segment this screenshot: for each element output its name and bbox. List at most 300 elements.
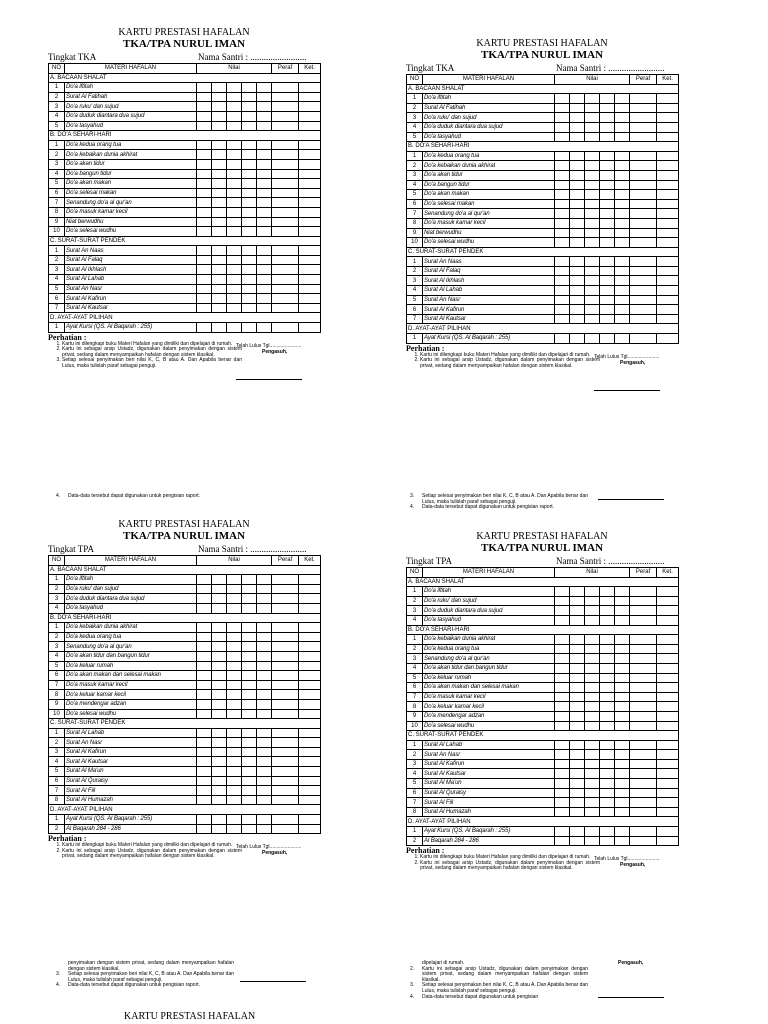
- header-materi: MATERI HAFALAN: [65, 64, 197, 74]
- table-row: [49, 747, 321, 757]
- signature-line: [236, 379, 302, 380]
- peraf-cell: [630, 266, 657, 276]
- row-number: 4: [407, 180, 423, 190]
- nilai-cell: [600, 94, 615, 104]
- nilai-cell: [242, 603, 257, 613]
- nilai-cell: [570, 334, 585, 344]
- nilai-cell: [615, 711, 630, 721]
- note-item: 3. Setiap selesai penyimakan beri nilai K, C, B atau A. Dan Apabila benar dan Lulus, maka tulislah paraf sebagai penguji.: [410, 493, 588, 505]
- nilai-cell: [615, 276, 630, 286]
- table-row: [407, 711, 679, 721]
- nilai-cell: [257, 179, 272, 189]
- peraf-cell: [630, 113, 657, 123]
- row-number: 3: [407, 759, 423, 769]
- section-title: D. AYAT-AYAT PILIHAN: [49, 313, 321, 323]
- nilai-cell: [615, 759, 630, 769]
- nilai-cell: [600, 314, 615, 324]
- nilai-cell: [555, 740, 570, 750]
- nilai-cell: [257, 767, 272, 777]
- materi-cell: Senandung do'a al qur'an: [65, 198, 197, 208]
- table-row: [407, 827, 679, 837]
- nilai-cell: [615, 170, 630, 180]
- nilai-cell: [555, 228, 570, 238]
- row-number: 9: [49, 699, 65, 709]
- row-number: 7: [49, 198, 65, 208]
- nilai-cell: [570, 257, 585, 267]
- row-number: 7: [407, 314, 423, 324]
- nilai-cell: [570, 94, 585, 104]
- ket-cell: [657, 807, 679, 817]
- table-row: [49, 603, 321, 613]
- nilai-cell: [257, 642, 272, 652]
- note-item: 3. Setiap selesai penyimakan beri nilai K, C, B atau A. Dan Apabila benar dan Lulus, maka tulislah paraf sebagai penguji.: [62, 358, 242, 369]
- nilai-cell: [585, 170, 600, 180]
- nilai-cell: [600, 218, 615, 228]
- ket-cell: [299, 303, 321, 313]
- nilai-cell: [227, 188, 242, 198]
- nilai-cell: [227, 303, 242, 313]
- nilai-cell: [555, 276, 570, 286]
- row-number: 2: [407, 266, 423, 276]
- nilai-cell: [227, 699, 242, 709]
- nilai-cell: [227, 198, 242, 208]
- table-row: [49, 140, 321, 150]
- peraf-cell: [630, 170, 657, 180]
- materi-cell: Do'a keluar kamar kecil: [423, 702, 555, 712]
- nilai-cell: [585, 113, 600, 123]
- nilai-cell: [257, 188, 272, 198]
- nilai-cell: [615, 606, 630, 616]
- materi-cell: Do'a selesai makan: [423, 199, 555, 209]
- nilai-cell: [227, 323, 242, 333]
- row-number: 2: [49, 92, 65, 102]
- materi-cell: Surat Al Lahab: [65, 728, 197, 738]
- nilai-cell: [197, 642, 212, 652]
- section-title: A. BACAAN SHALAT: [49, 73, 321, 83]
- nilai-cell: [242, 303, 257, 313]
- nilai-cell: [257, 294, 272, 304]
- row-number: 5: [49, 661, 65, 671]
- nilai-cell: [197, 661, 212, 671]
- peraf-cell: [272, 709, 299, 719]
- row-number: 3: [49, 265, 65, 275]
- peraf-cell: [272, 767, 299, 777]
- row-number: 8: [407, 702, 423, 712]
- nilai-cell: [242, 111, 257, 121]
- nilai-cell: [212, 246, 227, 256]
- nilai-cell: [212, 795, 227, 805]
- nilai-cell: [212, 651, 227, 661]
- materi-cell: Surat Al Fatihah: [423, 103, 555, 113]
- row-number: 8: [407, 807, 423, 817]
- nilai-cell: [600, 276, 615, 286]
- row-number: 5: [49, 284, 65, 294]
- hafalan-table: [48, 555, 321, 834]
- peraf-cell: [630, 654, 657, 664]
- row-number: 10: [407, 721, 423, 731]
- materi-cell: Surat Al Ikhlash: [423, 276, 555, 286]
- row-number: 1: [49, 815, 65, 825]
- nilai-cell: [585, 673, 600, 683]
- materi-cell: Surat An Nasr: [423, 295, 555, 305]
- peraf-cell: [272, 121, 299, 131]
- table-row: [49, 795, 321, 805]
- nilai-cell: [615, 94, 630, 104]
- materi-cell: Surat Al Falaq: [65, 255, 197, 265]
- table-row: [49, 767, 321, 777]
- nilai-cell: [227, 651, 242, 661]
- header-materi: MATERI HAFALAN: [423, 75, 555, 85]
- materi-cell: Surat Al Ma'un: [423, 779, 555, 789]
- materi-cell: Do'a akan makan dan selesai makan: [423, 683, 555, 693]
- nilai-cell: [212, 594, 227, 604]
- nilai-cell: [227, 680, 242, 690]
- nilai-cell: [585, 132, 600, 142]
- nilai-cell: [585, 295, 600, 305]
- nilai-cell: [257, 284, 272, 294]
- peraf-cell: [272, 776, 299, 786]
- table-header-row: [407, 568, 679, 578]
- row-number: 1: [407, 334, 423, 344]
- ket-cell: [299, 323, 321, 333]
- nilai-cell: [197, 584, 212, 594]
- ket-cell: [657, 721, 679, 731]
- peraf-cell: [272, 747, 299, 757]
- pengasuh-label: Pengasuh,: [262, 348, 288, 355]
- card-title: KARTU PRESTASI HAFALAN: [476, 531, 608, 542]
- nilai-cell: [242, 323, 257, 333]
- note-item: 2. Kartu ini sebagai arsip Ustadz, digunakan dalam penyimakan dengan sistem privat, sedang dalam menyampaikan hafalan dengan sistem klasikal.: [62, 347, 242, 358]
- peraf-cell: [630, 257, 657, 267]
- nilai-cell: [242, 623, 257, 633]
- table-row: [407, 305, 679, 315]
- materi-cell: Surat An Naas: [423, 257, 555, 267]
- nilai-cell: [555, 711, 570, 721]
- ket-cell: [657, 218, 679, 228]
- table-row: [407, 615, 679, 625]
- nilai-cell: [227, 632, 242, 642]
- card-tpa-left: [48, 519, 320, 860]
- ket-cell: [657, 615, 679, 625]
- ket-cell: [657, 798, 679, 808]
- table-row: [407, 596, 679, 606]
- nilai-cell: [615, 587, 630, 597]
- ket-cell: [657, 113, 679, 123]
- row-number: 4: [407, 663, 423, 673]
- nilai-cell: [615, 692, 630, 702]
- nilai-cell: [197, 323, 212, 333]
- ket-cell: [299, 102, 321, 112]
- nilai-cell: [212, 747, 227, 757]
- nilai-cell: [600, 644, 615, 654]
- peraf-cell: [630, 807, 657, 817]
- nilai-cell: [600, 673, 615, 683]
- nilai-cell: [570, 266, 585, 276]
- nilai-cell: [570, 827, 585, 837]
- peraf-cell: [630, 132, 657, 142]
- nilai-cell: [555, 314, 570, 324]
- materi-cell: Do'a bangun tidur: [423, 180, 555, 190]
- nilai-cell: [555, 305, 570, 315]
- materi-cell: Do'a duduk diantara dua sujud: [65, 594, 197, 604]
- row-number: 1: [407, 587, 423, 597]
- header-peraf: Peraf: [630, 75, 657, 85]
- table-header-row: [49, 556, 321, 566]
- ket-cell: [299, 680, 321, 690]
- nilai-cell: [257, 776, 272, 786]
- nilai-cell: [242, 179, 257, 189]
- nilai-cell: [585, 654, 600, 664]
- table-row: [407, 257, 679, 267]
- nilai-cell: [197, 623, 212, 633]
- nilai-cell: [212, 294, 227, 304]
- nilai-cell: [257, 661, 272, 671]
- nilai-cell: [555, 209, 570, 219]
- nilai-cell: [212, 680, 227, 690]
- nilai-cell: [197, 265, 212, 275]
- nilai-cell: [212, 275, 227, 285]
- card-info: [406, 63, 678, 74]
- ket-cell: [299, 169, 321, 179]
- peraf-cell: [630, 663, 657, 673]
- ket-cell: [657, 673, 679, 683]
- table-row: [49, 680, 321, 690]
- nilai-cell: [600, 779, 615, 789]
- nilai-cell: [197, 111, 212, 121]
- nilai-cell: [615, 750, 630, 760]
- ket-cell: [299, 159, 321, 169]
- header-ket: Ket.: [657, 75, 679, 85]
- nilai-cell: [585, 635, 600, 645]
- table-row: [407, 702, 679, 712]
- nilai-cell: [570, 663, 585, 673]
- section-row: [407, 84, 679, 94]
- materi-cell: Surat Al Lahab: [423, 740, 555, 750]
- table-row: [49, 594, 321, 604]
- row-number: 3: [49, 642, 65, 652]
- nilai-cell: [257, 728, 272, 738]
- nilai-cell: [227, 217, 242, 227]
- nilai-cell: [555, 257, 570, 267]
- nilai-cell: [227, 140, 242, 150]
- ket-cell: [657, 276, 679, 286]
- nilai-cell: [242, 83, 257, 93]
- ket-cell: [657, 759, 679, 769]
- nilai-cell: [585, 779, 600, 789]
- nilai-cell: [212, 284, 227, 294]
- materi-cell: Niat berwudhu: [65, 217, 197, 227]
- nilai-cell: [585, 587, 600, 597]
- nilai-cell: [615, 161, 630, 171]
- table-row: [49, 92, 321, 102]
- table-row: [49, 217, 321, 227]
- table-row: [407, 692, 679, 702]
- ket-cell: [657, 769, 679, 779]
- nilai-cell: [555, 266, 570, 276]
- materi-cell: Do'a akan makan dan selesai makan: [65, 671, 197, 681]
- ket-cell: [299, 275, 321, 285]
- signature-line: [598, 499, 664, 500]
- row-number: 4: [49, 275, 65, 285]
- row-number: 7: [49, 303, 65, 313]
- nilai-cell: [242, 815, 257, 825]
- table-row: [49, 303, 321, 313]
- peraf-cell: [272, 738, 299, 748]
- row-number: 1: [407, 827, 423, 837]
- peraf-cell: [272, 102, 299, 112]
- nilai-cell: [570, 644, 585, 654]
- materi-cell: Do'a iftitah: [65, 575, 197, 585]
- nilai-cell: [242, 738, 257, 748]
- card-tpa-right: [406, 531, 678, 872]
- table-row: [407, 314, 679, 324]
- section-row: [49, 73, 321, 83]
- ket-cell: [299, 738, 321, 748]
- nilai-cell: [242, 584, 257, 594]
- row-number: 9: [407, 711, 423, 721]
- nilai-cell: [242, 265, 257, 275]
- nilai-cell: [600, 103, 615, 113]
- table-row: [49, 824, 321, 834]
- ket-cell: [299, 217, 321, 227]
- row-number: 4: [49, 651, 65, 661]
- materi-cell: Surat An Naas: [65, 246, 197, 256]
- nilai-cell: [585, 740, 600, 750]
- overflow-notes-bl: [56, 961, 234, 989]
- nilai-cell: [570, 702, 585, 712]
- table-row: [49, 728, 321, 738]
- signature-block: [236, 343, 302, 380]
- ket-cell: [657, 305, 679, 315]
- row-number: 3: [407, 606, 423, 616]
- nilai-cell: [242, 795, 257, 805]
- nilai-cell: [600, 635, 615, 645]
- hafalan-table: [406, 567, 679, 846]
- nilai-cell: [585, 286, 600, 296]
- nilai-cell: [257, 140, 272, 150]
- nilai-cell: [600, 334, 615, 344]
- peraf-cell: [630, 334, 657, 344]
- table-row: [49, 786, 321, 796]
- row-number: 2: [49, 824, 65, 834]
- level-label: Tingkat TPA: [406, 556, 452, 566]
- nilai-cell: [570, 238, 585, 248]
- nilai-cell: [600, 836, 615, 846]
- nilai-cell: [600, 286, 615, 296]
- note-item: 1. Kartu ini dilengkapi buku Materi Hafalan yang dimiliki dan dipelajari di rumah.: [420, 353, 600, 359]
- nilai-cell: [555, 683, 570, 693]
- row-number: 7: [407, 798, 423, 808]
- materi-cell: Al Baqarah 284 - 286: [65, 824, 197, 834]
- table-row: [407, 606, 679, 616]
- materi-cell: Surat Al Fiil: [423, 798, 555, 808]
- nilai-cell: [212, 690, 227, 700]
- nilai-cell: [585, 606, 600, 616]
- nilai-cell: [242, 690, 257, 700]
- nilai-cell: [212, 671, 227, 681]
- peraf-cell: [630, 209, 657, 219]
- table-row: [407, 673, 679, 683]
- section-row: [49, 313, 321, 323]
- nilai-cell: [600, 587, 615, 597]
- telah-lulus: Telah Lulus Tgl.......................: [236, 342, 302, 349]
- table-row: [407, 663, 679, 673]
- telah-lulus: Telah Lulus Tgl.......................: [594, 856, 660, 863]
- peraf-cell: [630, 711, 657, 721]
- row-number: 8: [49, 207, 65, 217]
- row-number: 5: [407, 673, 423, 683]
- materi-cell: Surat Al Quraisy: [65, 776, 197, 786]
- header-no: NO: [49, 64, 65, 74]
- nilai-cell: [257, 651, 272, 661]
- nilai-cell: [242, 709, 257, 719]
- peraf-cell: [630, 151, 657, 161]
- nilai-cell: [212, 92, 227, 102]
- ket-cell: [299, 179, 321, 189]
- overflow-notes-tr: [410, 494, 588, 511]
- nilai-cell: [197, 217, 212, 227]
- ket-cell: [657, 663, 679, 673]
- nilai-cell: [555, 807, 570, 817]
- nilai-cell: [555, 113, 570, 123]
- nilai-cell: [555, 798, 570, 808]
- nilai-cell: [212, 159, 227, 169]
- nilai-cell: [555, 122, 570, 132]
- materi-cell: Senandung do'a al qur'an: [423, 209, 555, 219]
- note-item: 1. Kartu ini dilengkapi buku Materi Hafalan yang dimiliki dan dipelajari di rumah.: [62, 342, 242, 348]
- nilai-cell: [242, 217, 257, 227]
- note-text: Setiap selesai penyimakan beri nilai K, C, B atau A. Dan Apabila benar dan Lulus, maka tulislah paraf sebagai penguji.: [422, 982, 588, 994]
- peraf-cell: [272, 603, 299, 613]
- nilai-cell: [555, 779, 570, 789]
- peraf-cell: [272, 188, 299, 198]
- materi-cell: Surat Al Kautsar: [423, 769, 555, 779]
- ket-cell: [657, 199, 679, 209]
- table-row: [49, 815, 321, 825]
- materi-cell: Do'a selesai wudhu: [423, 238, 555, 248]
- nama-santri-label: Nama Santri : .........................: [198, 544, 307, 554]
- row-number: 6: [49, 776, 65, 786]
- peraf-cell: [630, 238, 657, 248]
- nilai-cell: [197, 159, 212, 169]
- nilai-cell: [570, 759, 585, 769]
- nilai-cell: [555, 161, 570, 171]
- card-subtitle: TKA/TPA NURUL IMAN: [122, 38, 246, 50]
- materi-cell: Do'a bangun tidur: [65, 169, 197, 179]
- nilai-cell: [555, 606, 570, 616]
- nilai-cell: [585, 692, 600, 702]
- notes-list: [406, 353, 600, 370]
- peraf-cell: [272, 632, 299, 642]
- nilai-cell: [197, 757, 212, 767]
- ket-cell: [657, 827, 679, 837]
- card-subtitle: TKA/TPA NURUL IMAN: [480, 542, 604, 554]
- nilai-cell: [197, 594, 212, 604]
- peraf-cell: [272, 246, 299, 256]
- nilai-cell: [257, 217, 272, 227]
- card-title: KARTU PRESTASI HAFALAN: [118, 27, 250, 38]
- nilai-cell: [227, 121, 242, 131]
- row-number: 3: [49, 102, 65, 112]
- nilai-cell: [615, 257, 630, 267]
- materi-cell: Do'a selesai makan: [65, 188, 197, 198]
- note-text: Setiap selesai penyimakan beri nilai K, C, B atau A. Dan Apabila benar dan Lulus, maka tulislah paraf sebagai penguji.: [422, 493, 588, 505]
- ket-cell: [299, 642, 321, 652]
- peraf-cell: [630, 836, 657, 846]
- table-row: [407, 132, 679, 142]
- ket-cell: [299, 150, 321, 160]
- row-number: 2: [407, 644, 423, 654]
